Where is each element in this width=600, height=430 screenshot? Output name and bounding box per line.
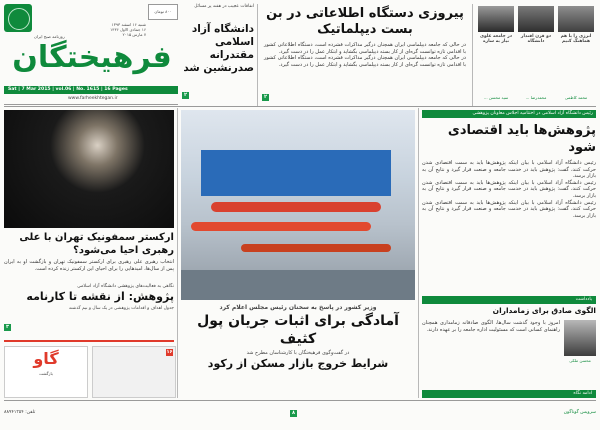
masthead-tagline: روزنامه صبح ایران [34,34,65,39]
left-feature [4,110,174,280]
portrait-col-2 [518,6,554,100]
right-body: رئیس دانشگاه آزاد اسلامی با بیان اینکه پژوهش‌ها باید به سمت اقتصادی شدن حرکت کنند، گفت: پژوهش باید در خدمت جامعه و صنعت قرار گیرد و نتایج آن به بازار برسد. [422,160,596,180]
right-body-3: رئیس دانشگاه آزاد اسلامی با بیان اینکه پژوهش‌ها باید به سمت اقتصادی شدن حرکت کنند، گفت: پژوهش باید در خدمت جامعه و صنعت قرار گیرد و نتایج آن به بازار برسد. [422,199,596,219]
column-label-1 [422,296,596,304]
column-label-1-text: یادداشت [575,297,592,302]
top-center-headline: دانشگاه آزاد اسلامی مقتدرانه صدرنشین شد [183,23,254,74]
right-body-2: رئیس دانشگاه آزاد اسلامی با بیان اینکه پژوهش‌ها باید به سمت اقتصادی شدن حرکت کنند، گفت: پژوهش باید در خدمت جامعه و صنعت قرار گیرد و نتایج آن به بازار برسد. [422,179,596,199]
date-3: ۷ مارس ۲۰۱۵ [122,32,146,37]
drone-exhibit-photo [181,110,415,300]
portrait-col-1 [558,6,594,100]
opinion-author: محسن ملکی [569,358,591,363]
top-main-story [260,4,470,104]
page-badge-1: ۲ [183,92,188,98]
footer-left: تلفن: ۸۸۹۴۱۲۵۴ [4,410,36,415]
top-center-kicker: اتفاقات عجیب در هفته پر مسائل [194,4,254,9]
seal-logo [4,4,32,32]
portrait-caption: انرژی را با هم هماهنگ کنیم [560,34,592,44]
conductor-photo [4,110,174,228]
portrait-name: محمد کاظمی [564,95,588,100]
right-headline: پژوهش‌ها باید اقتصادی شود [447,123,596,155]
main-feature [181,110,415,400]
price-text: ۸۰۰ تومان [154,9,172,14]
portrait-photo [558,6,594,32]
issue-line: Sat | 7 Mar 2015 | vol.06 | No. 1615 | 16 Pages [8,87,128,92]
issue-bar [4,86,178,94]
author-photo [564,320,596,356]
date-1: شنبه ۱۶ اسفند ۱۳۹۳ [111,22,146,27]
main-feature-headline: آمادگی برای اثبات جریان پول کثیف [197,313,399,347]
right-column [422,110,596,290]
footer [4,404,596,426]
page-badge-5: ۸ [291,410,296,416]
dates-block [102,22,146,37]
portrait-photo [518,6,554,32]
research-kicker: نگاهی به فعالیت‌های پژوهشی دانشگاه آزاد اسلامی [77,284,174,289]
opinion-body: امروز با وجود گذشت سال‌ها، الگوی صادقانه زمامداری همچنان راهنمای کسانی است که مسئولیت اداره جامعه را بر عهده دارند. [422,320,560,333]
left-feature-headline: ارکستر سمفونیک تهران با علی رهبری احیا می‌شود؟ [19,232,174,256]
sub-ad-label: بازگشت [39,371,53,376]
column-label-2-text: ادامه نگاه [573,391,592,396]
main-feature-sub-headline: شرایط خروج بازار مسکن از رکود [207,357,389,370]
opinion-headline: الگوی صادق برای زمامداران [492,306,596,315]
research-item: جدول اهداف و اقدامات پژوهشی در یک سال و نیم گذشته [68,306,174,311]
price-box [148,4,178,20]
opinion-box [422,306,596,390]
page-badge-3: ۳ [5,324,10,330]
main-feature-caption: وزیر کشور در پاسخ به سخنان رئیس مجلس اعلام کرد [219,304,377,311]
website[interactable]: www.farheekhtegan.ir [68,96,118,101]
footer-right: سرویس گوناگون [563,410,596,415]
portrait-caption: دو قرن اقتدار دانشگاه [520,34,552,44]
research-headline: پژوهش: از نقشه تا کارنامه [26,290,174,303]
date-2: ۱۶ جمادی الاول ۱۴۳۶ [110,27,146,32]
sub-ad-right [92,346,176,398]
main-feature-sub-kicker: در گفت‌وگوی فرهیختگان با کارشناسان مطرح شد [246,350,350,356]
portrait-col-3 [478,6,514,100]
portrait-name: محمدرضا ... [525,95,547,100]
top-main-headline: پیروزی دستگاه اطلاعاتی در بن بست دیپلماتیک [266,6,464,37]
top-center-story [180,4,254,104]
portrait-photo [478,6,514,32]
page-badge-2: ۲ [263,94,268,100]
portrait-name: سید محسن ... [483,95,509,100]
portrait-caption: در جامعه علوی نیاز به سازه [479,34,513,44]
masthead-logo: فرهیختگان [12,40,172,75]
top-right-portraits [476,4,594,106]
sub-ad-box [4,340,174,400]
top-main-body: در حالی که جامعه دیپلماسی ایران همچنان درگیر مذاکرات فشرده است، دستگاه اطلاعاتی کشور با اقدامی تازه توانست گره‌ای از کار بسته دیپلماسی بگشاید و ابتکار عمل را در دست گیرد. [264,42,466,55]
column-label-2 [422,390,596,398]
page-badge-4: ۱۶ [166,349,173,355]
top-main-body-2: در حالی که جامعه دیپلماسی ایران همچنان درگیر مذاکرات فشرده است، دستگاه اطلاعاتی کشور با اقدامی تازه توانست گره‌ای از کار بسته دیپلماسی بگشاید و ابتکار عمل را در دست گیرد. [264,55,466,68]
masthead [4,4,178,122]
sub-ad-left [4,346,88,398]
left-feature-body: انتخاب رهبری علی رهبری برای ارکستر سمفونیک تهران و بازگشت او به ایران پس از سال‌ها، امیدهایی را برای احیای این ارکستر زنده کرده است. [4,259,174,272]
right-banner: رئیس دانشگاه آزاد اسلامی در اختتامیه اجلاس معاونان پژوهشی [422,110,596,118]
sub-ad-title: گاو [33,349,59,368]
research-box [4,284,174,336]
